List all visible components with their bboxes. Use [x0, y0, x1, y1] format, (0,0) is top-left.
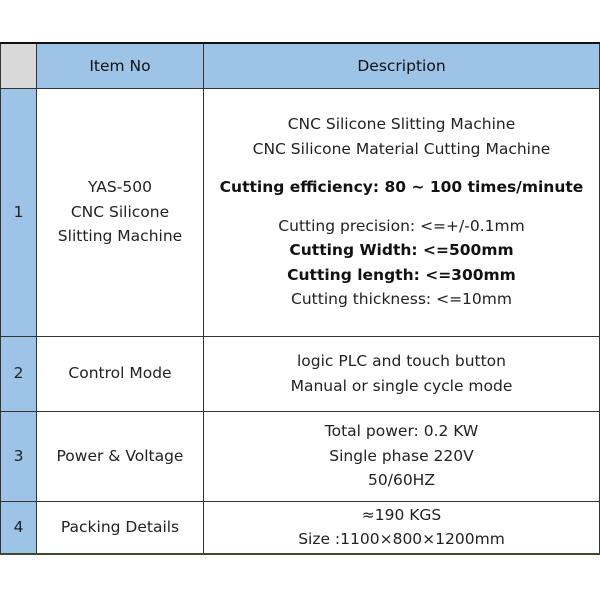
cutting-length: Cutting length: <=300mm — [287, 265, 516, 284]
spacer — [204, 200, 599, 214]
description-line: CNC Silicone Material Cutting Machine — [252, 139, 551, 158]
spec-table-container — [0, 42, 599, 555]
item-cell — [37, 336, 204, 411]
description-line: CNC Silicone Slitting Machine — [287, 115, 516, 134]
item-model: YAS-500 — [88, 178, 152, 197]
item-name-line: CNC Silicone — [70, 202, 170, 221]
table-row — [1, 411, 600, 501]
item-no-column-header: Item No — [37, 43, 204, 88]
cutting-thickness: Cutting thickness: <=10mm — [291, 290, 512, 309]
description-line: Total power: 0.2 KW — [324, 422, 479, 441]
description-line: logic PLC and touch button — [297, 352, 506, 370]
item-name: Control Mode — [68, 364, 172, 383]
item-name: Packing Details — [60, 518, 180, 536]
row-index: 4 — [1, 501, 37, 554]
description-column-header: Description — [204, 43, 600, 88]
description-cell — [204, 411, 600, 501]
table-row — [1, 501, 600, 554]
spec-table — [0, 42, 600, 555]
item-name-line: Slitting Machine — [57, 227, 183, 246]
cutting-efficiency: Cutting efficiency: 80 ~ 100 times/minute — [219, 178, 584, 197]
row-index: 2 — [1, 336, 37, 411]
item-cell — [37, 501, 204, 554]
description-line: ≈190 KGS — [361, 505, 442, 524]
description-line: Size :1100×800×1200mm — [298, 530, 505, 549]
description-cell — [204, 336, 600, 411]
description-line: Single phase 220V — [329, 446, 474, 465]
table-row — [1, 336, 600, 411]
spacer — [204, 161, 599, 175]
description-cell — [204, 88, 600, 336]
item-cell — [37, 88, 204, 336]
row-index: 1 — [1, 88, 37, 336]
table-header-row — [1, 43, 600, 88]
table-row — [1, 88, 600, 336]
cutting-precision: Cutting precision: <=+/-0.1mm — [278, 216, 525, 235]
item-name: Power & Voltage — [56, 446, 184, 465]
cutting-width: Cutting Width: <=500mm — [289, 241, 514, 260]
description-line: Manual or single cycle mode — [290, 376, 513, 395]
description-line: 50/60HZ — [368, 471, 435, 490]
index-column-header — [1, 43, 37, 88]
description-cell — [204, 501, 600, 554]
item-cell — [37, 411, 204, 501]
row-index: 3 — [1, 411, 37, 501]
